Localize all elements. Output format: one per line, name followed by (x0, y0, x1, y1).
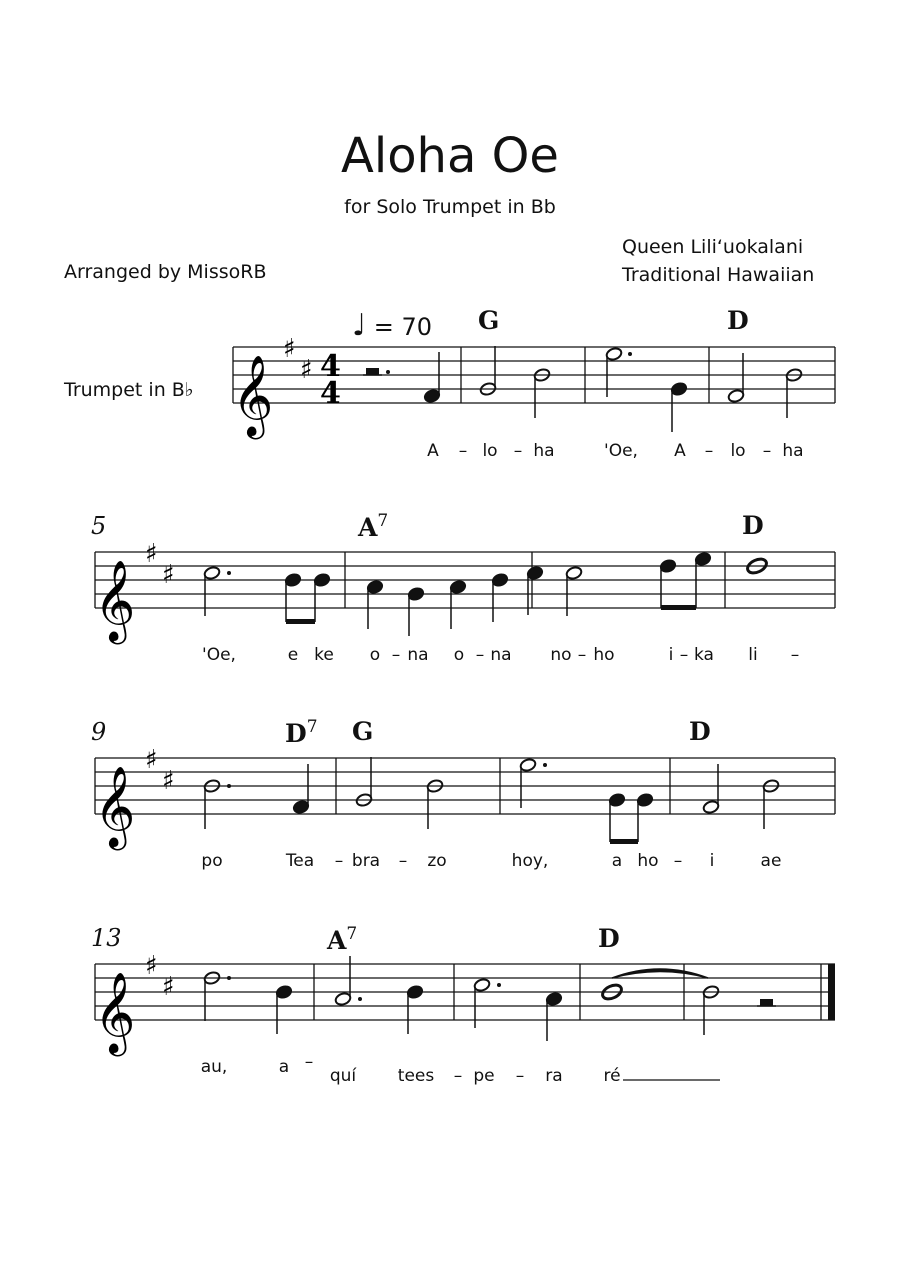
lyric-syllable: te⁣es (397, 1066, 435, 1086)
measure-number-13: 13 (91, 924, 122, 952)
lyric-syllable: ré (603, 1066, 621, 1086)
lyric-hyphen: – (762, 441, 772, 461)
lyric-syllable: e (287, 645, 299, 665)
lyric-syllable: hoy, (511, 851, 549, 871)
svg-text:♯: ♯ (162, 560, 175, 590)
tempo-value: = 70 (373, 313, 433, 341)
lyric-syllable: o (369, 645, 381, 665)
lyric-hyphen: – (458, 441, 468, 461)
lyric-syllable: a (611, 851, 623, 871)
lyric-hyphen: – (673, 851, 683, 871)
notes-system-4 (203, 956, 776, 1041)
chord-symbol: G (478, 306, 500, 335)
staff-system-3 (95, 758, 835, 814)
lyric-syllable: A (427, 441, 439, 461)
chord-symbol: D (742, 511, 764, 540)
lyric-syllable: ho (637, 851, 659, 871)
lyric-syllable: o (453, 645, 465, 665)
lyric-hyphen: – (790, 645, 800, 665)
composer-line-2: Traditional Hawaiian (622, 264, 815, 286)
lyric-syllable: po (201, 851, 223, 871)
lyric-syllable: ho (593, 645, 615, 665)
lyric-syllable: 'Oe, (604, 441, 638, 461)
lyric-hyphen: – (475, 645, 485, 665)
lyric-syllable: lo (482, 441, 498, 461)
chord-symbol: $A^7$ (327, 924, 358, 955)
lyric-hyphen: – (513, 441, 523, 461)
piece-title: Aloha Oe (341, 128, 559, 184)
treble-clef-icon: 𝄞 (94, 559, 136, 641)
lyric-syllable: pe (473, 1066, 495, 1086)
lyric-syllable: Te⁣a (285, 851, 315, 871)
key-signature (145, 334, 313, 1002)
svg-text:♯: ♯ (145, 745, 158, 775)
staff-system-2 (95, 552, 835, 608)
chord-symbol: $A^7$ (358, 511, 389, 542)
lyric-hyphen: – (704, 441, 714, 461)
svg-text:♯: ♯ (162, 972, 175, 1002)
lyric-syllable: lo (730, 441, 746, 461)
lyric-hyphen: – (334, 851, 344, 871)
chord-symbol: D (689, 717, 711, 746)
lyric-syllable: ke (314, 645, 334, 665)
lyric-syllable: na (490, 645, 512, 665)
lyric-syllable: i (668, 645, 674, 665)
treble-clef-icon: 𝄞 (232, 354, 274, 436)
chord-symbol: D (727, 306, 749, 335)
measure-number-5: 5 (91, 512, 107, 540)
treble-clef-icon: 𝄞 (94, 765, 136, 847)
svg-text:♯: ♯ (145, 951, 158, 981)
lyric-hyphen: – (679, 645, 689, 665)
lyric-syllable: ra (545, 1066, 563, 1086)
time-signature (320, 349, 341, 411)
chord-symbol: G (352, 717, 374, 746)
lyric-syllable: ha (533, 441, 555, 461)
lyric-syllable: quí (329, 1066, 357, 1086)
lyric-hyphen: – (391, 645, 401, 665)
treble-clef-icon: 𝄞 (94, 971, 136, 1053)
svg-text:♯: ♯ (283, 334, 296, 364)
lyric-syllable: A (674, 441, 686, 461)
lyric-syllable: ha (782, 441, 804, 461)
instrument-name: Trumpet in B♭ (64, 379, 194, 401)
lyric-syllable: i (709, 851, 715, 871)
svg-text:4: 4 (320, 376, 341, 411)
final-barline (828, 964, 835, 1020)
staff-system-4 (95, 964, 835, 1020)
lyric-hyphen: – (453, 1066, 463, 1086)
svg-text:♯: ♯ (300, 355, 313, 385)
lyric-syllable: bra (351, 851, 381, 871)
lyric-syllable: 'Oe, (202, 645, 236, 665)
lyric-hyphen: – (515, 1066, 525, 1086)
lyric-syllable: ae (760, 851, 782, 871)
lyric-syllable: zo (427, 851, 447, 871)
lyric-syllable: na (407, 645, 429, 665)
lyric-syllable: ka (694, 645, 714, 665)
quarter-note-icon: ♩ (352, 308, 367, 343)
lyric-hyphen: – (398, 851, 408, 871)
lyric-hyphen: – (304, 1052, 314, 1072)
piece-subtitle: for Solo Trumpet in Bb (344, 196, 556, 218)
svg-text:4: 4 (320, 349, 341, 384)
lyric-syllable: au, (200, 1057, 228, 1077)
chord-symbol: D (598, 924, 620, 953)
svg-text:♯: ♯ (162, 766, 175, 796)
lyric-syllable: no (550, 645, 572, 665)
arranger-credit: Arranged by MissoRB (64, 261, 267, 283)
lyric-syllable: a (278, 1057, 290, 1077)
composer-line-1: Queen Lili‘uokalani (622, 236, 804, 258)
lyric-syllable: li (748, 645, 758, 665)
chord-symbol: $D^7$ (285, 717, 318, 748)
measure-number-9: 9 (91, 718, 107, 746)
lyric-hyphen: – (577, 645, 587, 665)
svg-text:♯: ♯ (145, 539, 158, 569)
